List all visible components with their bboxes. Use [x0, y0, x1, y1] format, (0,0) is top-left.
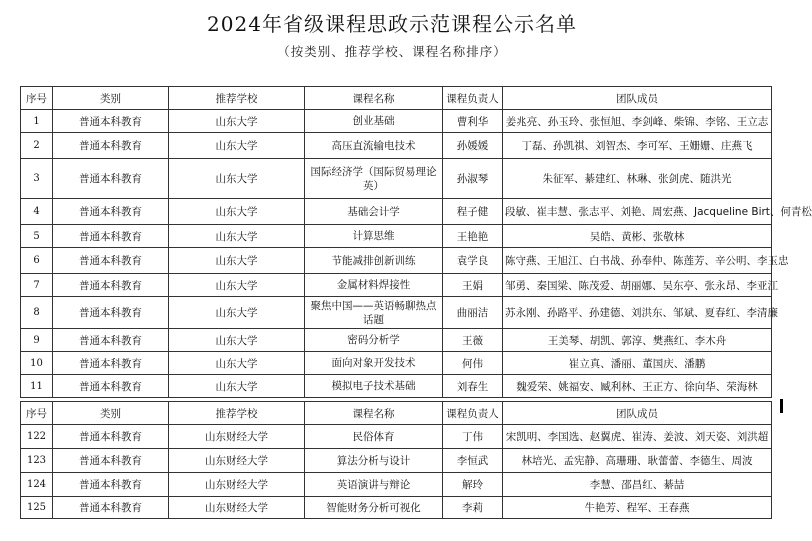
- cell-no: 1: [21, 110, 53, 133]
- cell-category: 普通本科教育: [53, 274, 169, 297]
- cell-no: 6: [21, 248, 53, 274]
- cell-school: 山东大学: [169, 225, 305, 248]
- cell-team: 林培光、孟宪静、高珊珊、耿蕾蕾、李德生、周波: [503, 449, 772, 473]
- cell-category: 普通本科教育: [53, 199, 169, 225]
- cell-course: 面向对象开发技术: [305, 352, 443, 375]
- cell-team: 崔立真、潘丽、董国庆、潘鹏: [503, 352, 772, 375]
- table-row: [21, 159, 772, 199]
- cell-school: 山东大学: [169, 248, 305, 274]
- table-row: [21, 425, 772, 449]
- cell-team: 姜兆亮、孙玉玲、张恒旭、李剑峰、柴锦、李铭、王立志: [503, 110, 772, 133]
- cell-no: 125: [21, 497, 53, 519]
- cell-no: 124: [21, 473, 53, 497]
- cell-school: 山东财经大学: [169, 449, 305, 473]
- cell-category: 普通本科教育: [53, 473, 169, 497]
- cell-team: 邹勇、秦国梁、陈茂爱、胡丽娜、吴东亭、张永昂、李亚江: [503, 274, 772, 297]
- cell-category: 普通本科教育: [53, 352, 169, 375]
- cell-school: 山东大学: [169, 159, 305, 199]
- cell-team: 苏永刚、孙路平、孙建德、刘洪东、邹斌、夏春红、李清廉: [503, 297, 772, 329]
- cell-team: 宋凯明、李国选、赵翼虎、崔涛、姜波、刘天姿、刘洪超: [503, 425, 772, 449]
- cell-no: 8: [21, 297, 53, 329]
- table-header-row: [21, 87, 772, 110]
- cell-school: 山东大学: [169, 133, 305, 159]
- cell-category: 普通本科教育: [53, 110, 169, 133]
- table-row: [21, 473, 772, 497]
- cell-course: 国际经济学（国际贸易理论英）: [305, 159, 443, 199]
- cell-lead: 王娟: [443, 274, 503, 297]
- cell-lead: 曲丽洁: [443, 297, 503, 329]
- cell-course: 节能减排创新训练: [305, 248, 443, 274]
- cell-school: 山东财经大学: [169, 425, 305, 449]
- cell-course: 密码分析学: [305, 329, 443, 352]
- cell-course: 聚焦中国——英语畅聊热点话题: [305, 297, 443, 329]
- cell-team: 陈守燕、王旭江、白书战、孙奉仲、陈莲芳、辛公明、李玉忠: [503, 248, 772, 274]
- cell-school: 山东大学: [169, 352, 305, 375]
- table-row: [21, 449, 772, 473]
- cell-category: 普通本科教育: [53, 329, 169, 352]
- page-edge-mark: [780, 399, 783, 413]
- table-row: [21, 110, 772, 133]
- table-row: [21, 133, 772, 159]
- cell-category: 普通本科教育: [53, 133, 169, 159]
- cell-category: 普通本科教育: [53, 375, 169, 398]
- cell-team: 李慧、邵昌红、綦喆: [503, 473, 772, 497]
- table-row: [21, 248, 772, 274]
- cell-course: 金属材料焊接性: [305, 274, 443, 297]
- cell-lead: 李莉: [443, 497, 503, 519]
- table-row: [21, 274, 772, 297]
- header-lead: 课程负责人: [443, 402, 503, 425]
- table-row: [21, 375, 772, 398]
- cell-no: 3: [21, 159, 53, 199]
- cell-lead: 曹利华: [443, 110, 503, 133]
- header-category: 类别: [53, 87, 169, 110]
- cell-lead: 孙淑琴: [443, 159, 503, 199]
- cell-lead: 孙媛媛: [443, 133, 503, 159]
- cell-category: 普通本科教育: [53, 449, 169, 473]
- cell-category: 普通本科教育: [53, 225, 169, 248]
- cell-lead: 丁伟: [443, 425, 503, 449]
- cell-category: 普通本科教育: [53, 297, 169, 329]
- cell-course: 基础会计学: [305, 199, 443, 225]
- cell-team: 吴皓、黄彬、张敬林: [503, 225, 772, 248]
- header-no: 序号: [21, 402, 53, 425]
- cell-course: 创业基础: [305, 110, 443, 133]
- cell-course: 计算思维: [305, 225, 443, 248]
- header-course: 课程名称: [305, 402, 443, 425]
- course-table-2: [20, 401, 772, 519]
- cell-course: 高压直流输电技术: [305, 133, 443, 159]
- cell-lead: 何伟: [443, 352, 503, 375]
- table-row: [21, 225, 772, 248]
- table-header-row: [21, 402, 772, 425]
- cell-team: 王美琴、胡凯、郭淳、樊燕红、李木舟: [503, 329, 772, 352]
- cell-no: 5: [21, 225, 53, 248]
- header-team: 团队成员: [503, 402, 772, 425]
- cell-no: 7: [21, 274, 53, 297]
- course-table-1: [20, 86, 812, 398]
- cell-team: 丁磊、孙凯祺、刘智杰、李可军、王姗姗、庄燕飞: [503, 133, 772, 159]
- cell-lead: 解玲: [443, 473, 503, 497]
- cell-category: 普通本科教育: [53, 159, 169, 199]
- table-row: [21, 352, 772, 375]
- page-subtitle: （按类别、推荐学校、课程名称排序）: [277, 44, 507, 59]
- cell-lead: 王艳艳: [443, 225, 503, 248]
- table-row: [21, 329, 772, 352]
- cell-lead: 李恒武: [443, 449, 503, 473]
- cell-school: 山东大学: [169, 274, 305, 297]
- header-category: 类别: [53, 402, 169, 425]
- cell-school: 山东大学: [169, 329, 305, 352]
- cell-lead: 刘春生: [443, 375, 503, 398]
- cell-course: 英语演讲与辩论: [305, 473, 443, 497]
- page-title: 2024年省级课程思政示范课程公示名单: [207, 12, 577, 36]
- cell-category: 普通本科教育: [53, 248, 169, 274]
- cell-school: 山东财经大学: [169, 473, 305, 497]
- cell-school: 山东大学: [169, 297, 305, 329]
- cell-school: 山东财经大学: [169, 497, 305, 519]
- cell-lead: 袁学良: [443, 248, 503, 274]
- cell-no: 9: [21, 329, 53, 352]
- header-course: 课程名称: [305, 87, 443, 110]
- cell-course: 民俗体育: [305, 425, 443, 449]
- cell-team: 朱征军、綦建红、林琳、张剑虎、随洪光: [503, 159, 772, 199]
- cell-no: 2: [21, 133, 53, 159]
- cell-no: 10: [21, 352, 53, 375]
- cell-team: 段敏、崔丰慧、张志平、刘艳、周宏燕、Jacqueline Birt、何青松: [503, 199, 772, 225]
- cell-school: 山东大学: [169, 375, 305, 398]
- cell-lead: 程子健: [443, 199, 503, 225]
- cell-course: 智能财务分析可视化: [305, 497, 443, 519]
- cell-category: 普通本科教育: [53, 425, 169, 449]
- header-school: 推荐学校: [169, 402, 305, 425]
- header-team: 团队成员: [503, 87, 772, 110]
- cell-lead: 王薇: [443, 329, 503, 352]
- cell-course: 算法分析与设计: [305, 449, 443, 473]
- cell-no: 123: [21, 449, 53, 473]
- cell-no: 4: [21, 199, 53, 225]
- table-row: [21, 497, 772, 519]
- cell-team: 牛艳芳、程军、王春燕: [503, 497, 772, 519]
- header-school: 推荐学校: [169, 87, 305, 110]
- cell-no: 11: [21, 375, 53, 398]
- cell-no: 122: [21, 425, 53, 449]
- cell-team: 魏爱荣、姚福安、臧利林、王正方、徐向华、荣海林: [503, 375, 772, 398]
- header-no: 序号: [21, 87, 53, 110]
- table-row: [21, 297, 772, 329]
- cell-category: 普通本科教育: [53, 497, 169, 519]
- cell-school: 山东大学: [169, 110, 305, 133]
- table-row: [21, 199, 772, 225]
- cell-school: 山东大学: [169, 199, 305, 225]
- header-lead: 课程负责人: [443, 87, 503, 110]
- cell-course: 模拟电子技术基础: [305, 375, 443, 398]
